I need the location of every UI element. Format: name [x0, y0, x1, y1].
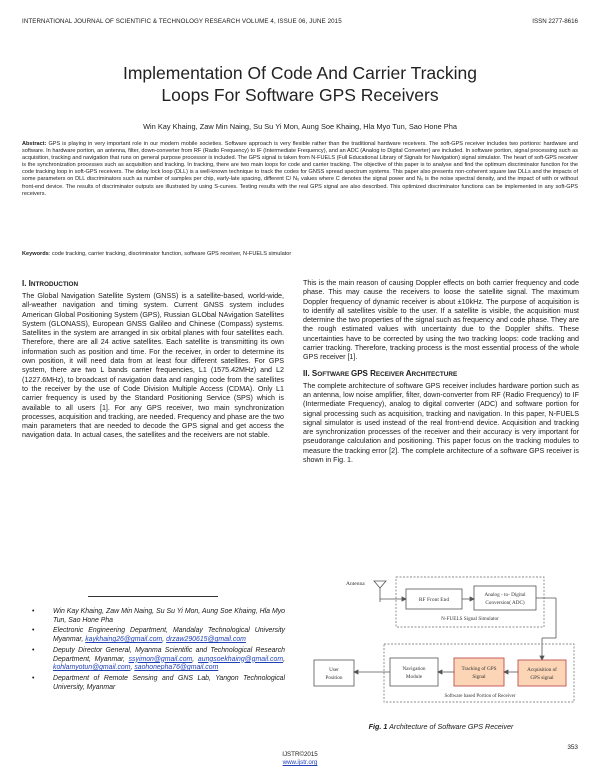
email-link[interactable]: ssyimon@gmail.com [128, 655, 193, 663]
footnote-text: Win Kay Khaing, Zaw Min Naing, Su Su Yi Mon, Aung Soe Khaing, Hla Myo Tun, Sao Hone Pha [53, 608, 285, 624]
simulator-label: N-FUELS Signal Simulator [441, 616, 499, 622]
footnote-text: Deputy Director General, Myanma Scientific and Technological Research Department, Myanmar, [53, 646, 285, 663]
heading-rest: NTRODUCTION [30, 281, 79, 288]
abstract-label: Abstract: [22, 141, 47, 147]
figure-caption-label: Fig. 1 [368, 722, 388, 731]
keywords-label: Keywords [22, 251, 49, 257]
email-link[interactable]: saohonepha76@gmail.com [134, 664, 219, 672]
figure-caption [303, 722, 579, 731]
paper-title-line-1: Implementation Of Code And Carrier Tracking [122, 63, 478, 83]
user-position-label-line-1: User [329, 667, 339, 673]
heading-initial: A [405, 368, 412, 378]
left-column [22, 279, 284, 441]
adc-label-line-1: Analog - to- Digital [484, 592, 526, 598]
paper-title [40, 62, 560, 106]
page-number: 353 [567, 744, 578, 751]
email-link[interactable]: aungsoekhaing@gmail.com [197, 655, 284, 663]
email-link[interactable]: kaykhaing26@gmail.com [85, 636, 163, 644]
footnote-text: Department of Remote Sensing and GNS Lab, Yangon Technological University, Myanmar [53, 674, 285, 691]
heading-rest: OFTWARE [317, 370, 351, 378]
section-heading-architecture [303, 369, 579, 380]
navigation-label-line-2: Module [405, 674, 423, 680]
footnote-text: Electronic Engineering Department, Mandalay Technological University Myanmar, [53, 627, 285, 644]
heading-initial: S [311, 368, 318, 378]
footer-url-link[interactable]: www.ijstr.org [282, 759, 318, 766]
acquisition-block [518, 660, 566, 686]
acquisition-label-line-2: GPS signal [530, 675, 554, 681]
section-number: II. [303, 368, 312, 378]
abstract-text: GPS is playing in very important role in our modern mobile societies. Software approach is very flexible rather than the traditional hardware receivers. The soft-GPS receiver includes two portions: hardware and software. In hardware portion, an antenna, filter, down-converter from RF (Radio Frequency) to IF (Intermediate Frequency), and an ADC (Analog to Digital Converter) are included. In software portion, signal processing such as acquisition, tracking and navigation that runs on general purpose processor is included. The GPS signal is taken from N-FUELS (Full Educational Library of Signals for Navigation) signal simulator. The heart of soft-GPS receiver is the synchronization processes such as acquisition and tracking. In tracking, there are two main loops for code and carrier tracking. The objective of this paper is to analyse and find the optimum discriminator function for the code tracking loop in soft-GPS receivers. The delay lock loop (DLL) is a well-known technique to track the codes for GNSS spread spectrum systems. This paper also presents non-coherent square law DLLs and the impacts of some parameters on DLL discriminators such as number of samples per chip, early-late spacing, different C/ N₀ values where C denotes the signal power and N₀ is the noise spectral density, and the impact of with or without front-end device. The results of discriminator outputs are illustrated by using S-curves. Testing results with the real GPS signal are also described. This optimized discriminator functions can be implemented in any soft-GPS receivers. [22, 141, 578, 197]
email-link[interactable]: kohlamyotun@gmail.com [53, 664, 131, 672]
architecture-paragraph: The complete architecture of software GPS receiver includes hardware portion such as an antenna, low noise amplifier, filter, down-converter from RF (Radio Frequency) to IF (Intermediate Frequency), analog to digital converter (ADC) and software portion for signal processing such as acquisition, tracking and navigation. In this paper, N-FUELS signal simulator is used instead of the real front-end device. Acquisition and tracking are synchronization processes of the receiver and their accuracy is very important for pseudorange calculation and positioning. This paper focus on the tracking modules to measure the tracking error [2]. The complete architecture of a software GPS receiver is shown in Fig. 1. [303, 381, 579, 465]
tracking-label-line-1: Tracking of GPS [461, 666, 497, 672]
section-heading-introduction [22, 279, 284, 290]
introduction-paragraph: The Global Navigation Satellite System (GNSS) is a satellite-based, world-wide, all-weather navigation and timing system. Current GNSS system includes American Global Positioning System (GPS), Russian GLObal NAvigation Satellites System (GLONASS), European GNSS Galileo and Chinese (Compass) systems. Satellites in the system are arranged in six orbital planes with four satellites each. Therefore, there are all 24 active satellites. Each satellite is transmitting its own information such as position and time. For the receiver, in order to determine its own position, it will need data from at least four different satellites. For GPS system, there are two L bands carrier frequencies, L1 (1575.42MHz) and L2 (1227.6MHz), to broadcast of navigation data and ranging code from the satellites to the receiver by the use of Code Division Multiple Access (CDMA). Only L1 carrier frequency is used by the Standard Positioning Service (SPS) which is available to all users [1]. For any GPS receiver, two main synchronization processes, acquisition and tracking, are needed. Frequency and phase are the two main parameters that are needed to decode the GPS signal and get access the navigation data. In actual cases, the satellites and the receivers are not stable. [22, 292, 284, 440]
footnote-rule [88, 596, 218, 597]
footer-copyright: IJSTR©2015 [282, 751, 318, 758]
right-column [303, 279, 579, 465]
software-label: Software based Portion of Receiver [444, 694, 516, 699]
issn-number: ISSN 2277-8616 [532, 18, 578, 25]
heading-initial: GPS R [350, 368, 376, 378]
keywords-text: : code tracking, carrier tracking, discriminator function, software GPS receiver, N-FUELS simulator [48, 251, 292, 257]
introduction-continued-paragraph: This is the main reason of causing Doppler effects on both carrier frequency and code phase. This may cause the receivers to loose the satellite signal. The maximum Doppler frequency of dynamic receiver is about ±10kHz. The purpose of acquisition is to identify all satellites visible to the user. If a satellite is visible, the acquisition must determine the two properties of the signal such as frequency and code phase. They are the rough estimated values with uncertainty due to the Doppler shifts. These uncertainties have to be corrected by using the two tracking loops: code tracking and carrier tracking. Therefore, tracking process is the most essential process of the whole GPS receiver [1]. [303, 279, 579, 362]
paper-title-line-2: Loops For Software GPS Receivers [161, 85, 439, 105]
user-position-label-line-2: Position [325, 675, 343, 681]
section-number: I. [22, 279, 29, 288]
rf-front-end-label: RF Front End [418, 597, 450, 603]
heading-initial: I [28, 279, 31, 288]
navigation-label-line-1: Navigation [402, 666, 426, 672]
keywords [22, 251, 578, 257]
heading-rest: ECEIVER [375, 370, 406, 378]
email-link[interactable]: drzaw290615@gmail.com [166, 636, 246, 644]
journal-header: INTERNATIONAL JOURNAL OF SCIENTIFIC & TECHNOLOGY RESEARCH VOLUME 4, ISSUE 06, JUNE 2015 [22, 18, 342, 25]
tracking-block [454, 658, 504, 686]
tracking-label-line-2: Signal [472, 674, 486, 680]
abstract [22, 141, 578, 198]
author-list: Win Kay Khaing, Zaw Min Naing, Su Su Yi Mon, Aung Soe Khaing, Hla Myo Tun, Sao Hone Pha [143, 122, 457, 131]
footnote-item [40, 675, 285, 693]
author-affiliations [40, 608, 285, 694]
adc-block [474, 586, 536, 610]
acquisition-label-line-1: Acquisition of [527, 667, 557, 673]
adc-label-line-2: Conversion( ADC) [485, 600, 525, 606]
heading-rest: RCHITECTURE [411, 370, 458, 378]
figure-caption-text: Architecture of Software GPS Receiver [387, 722, 514, 731]
antenna-label: Antenna [346, 581, 365, 587]
user-position-block [314, 660, 354, 686]
footnote-item: • Electronic Engineering Department, Mandalay Technological University Myanmar, kaykhaing26@gmail.com, drzaw290615@gmail.com [40, 627, 285, 645]
footnote-item [40, 608, 285, 626]
architecture-diagram [308, 574, 576, 720]
footnote-item: • Deputy Director General, Myanma Scientific and Technological Research Department, Myanmar, ssyimon@gmail.com, aungsoekhaing@gmail.com, kohlamyotun@gmail.com, saohonepha76@gmail.com [40, 647, 285, 674]
navigation-module-block [390, 658, 438, 686]
